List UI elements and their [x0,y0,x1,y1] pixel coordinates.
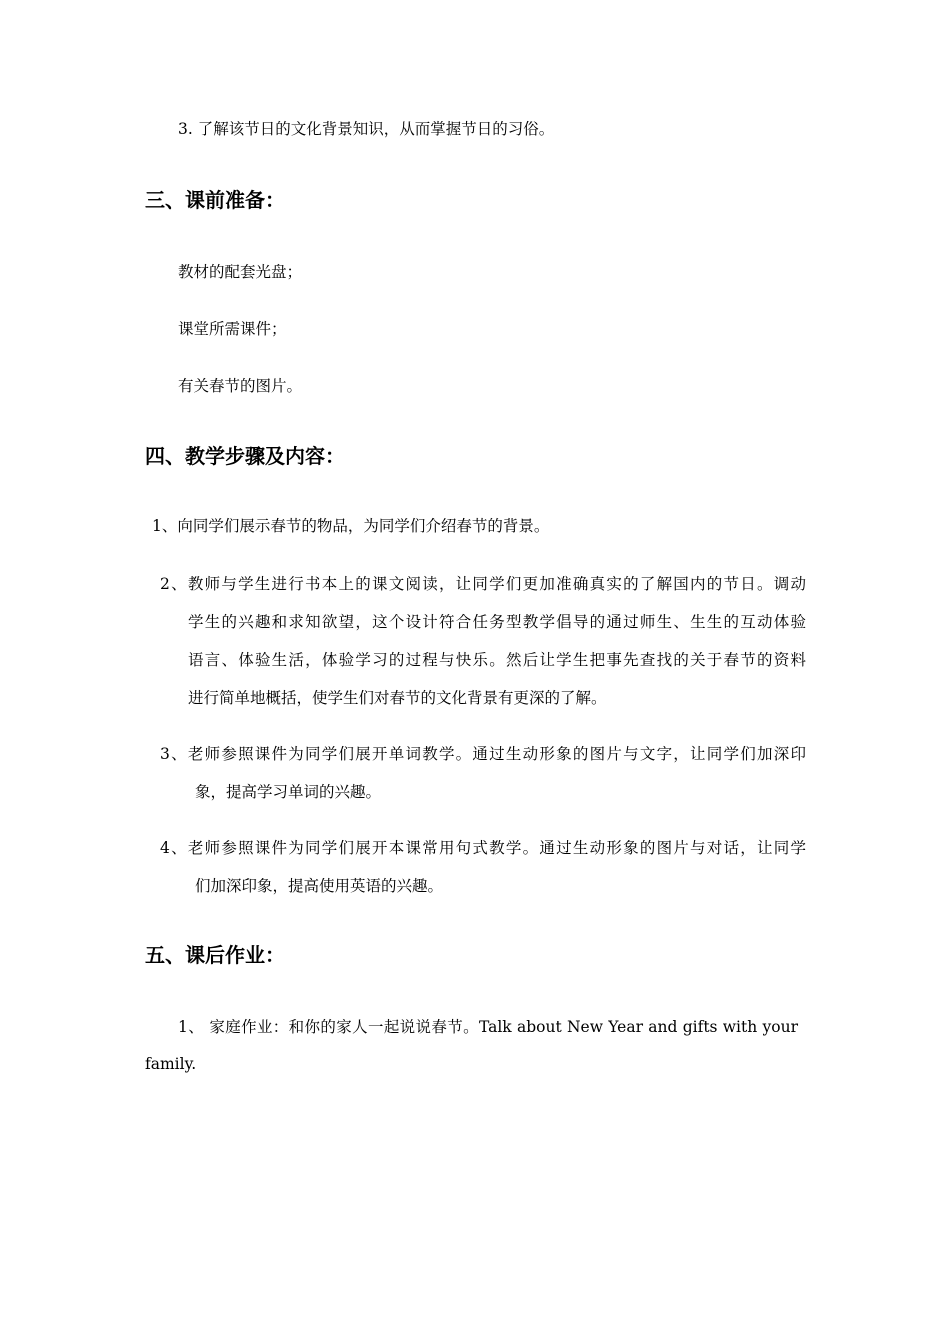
step-4-line: 4、老师参照课件为同学们展开本课常用句式教学。通过生动形象的图片与对话，让同学 [160,839,806,857]
preparation-item: 课堂所需课件； [178,320,287,338]
step-2-line: 2、教师与学生进行书本上的课文阅读，让同学们更加准确真实的了解国内的节日。调动 [160,575,806,593]
step-2-line: 学生的兴趣和求知欲望，这个设计符合任务型教学倡导的通过师生、生生的互动体验 [188,613,806,631]
step-3-line: 象，提高学习单词的兴趣。 [195,783,382,801]
step-2-line: 语言、体验生活，体验学习的过程与快乐。然后让学生把事先查找的关于春节的资料 [188,651,806,669]
step-1: 1、向同学们展示春节的物品，为同学们介绍春节的背景。 [152,517,550,535]
objective-item-3: 3. 了解该节日的文化背景知识，从而掌握节日的习俗。 [178,120,555,138]
section-heading-homework: 五、课后作业： [145,943,285,967]
preparation-item: 有关春节的图片。 [178,377,303,395]
homework-line: family. [145,1055,197,1073]
step-4-line: 们加深印象，提高使用英语的兴趣。 [195,877,444,895]
step-2-line: 进行简单地概括，使学生们对春节的文化背景有更深的了解。 [188,689,607,707]
section-heading-preparation: 三、课前准备： [145,188,285,212]
step-3-line: 3、老师参照课件为同学们展开单词教学。通过生动形象的图片与文字，让同学们加深印 [160,745,806,763]
section-heading-steps: 四、教学步骤及内容： [145,444,345,468]
preparation-item: 教材的配套光盘； [178,263,303,281]
homework-line: 1、 家庭作业：和你的家人一起说说春节。Talk about New Year and gifts with your [178,1018,798,1036]
